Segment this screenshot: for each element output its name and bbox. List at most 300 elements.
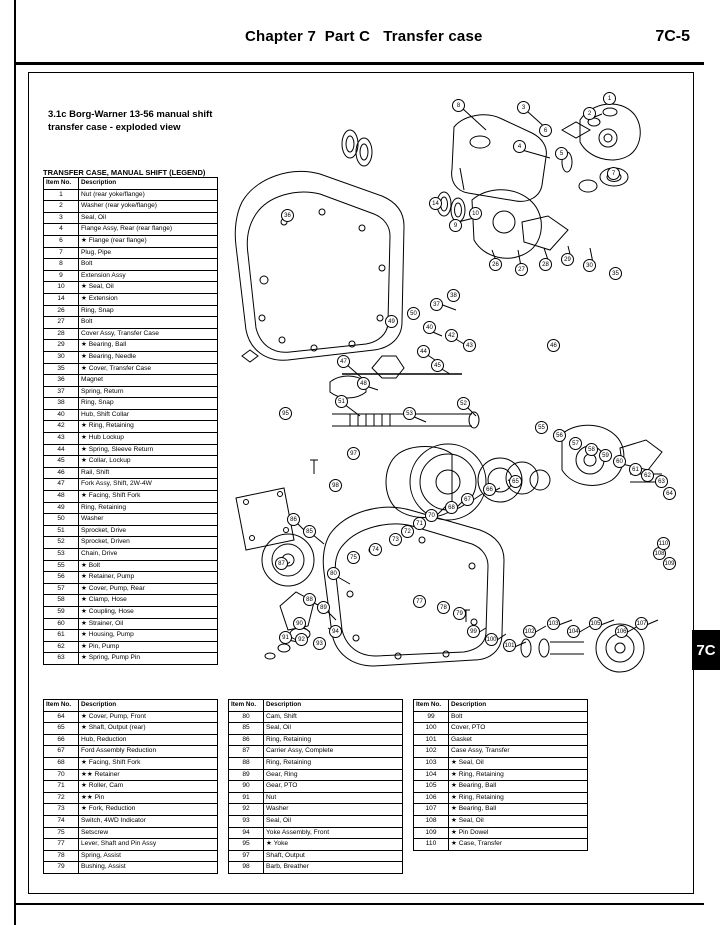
item-number: 85 — [229, 723, 264, 735]
table-row — [44, 386, 218, 398]
diagram-callout-72: 72 — [401, 525, 414, 538]
item-description: ★ Ring, Retaining — [79, 421, 218, 433]
item-number: 72 — [44, 792, 79, 804]
table-row — [44, 375, 218, 387]
item-description: ★ Collar, Lockup — [79, 456, 218, 468]
item-description: Ring, Retaining — [264, 734, 403, 746]
item-number: 63 — [44, 653, 79, 665]
item-number: 80 — [229, 711, 264, 723]
item-number: 43 — [44, 433, 79, 445]
item-number: 44 — [44, 444, 79, 456]
table-row — [44, 259, 218, 271]
item-number: 10 — [44, 282, 79, 294]
item-number: 57 — [44, 583, 79, 595]
table-row — [414, 746, 588, 758]
diagram-callout-108: 108 — [653, 547, 666, 560]
table-row — [229, 781, 403, 793]
item-number: 74 — [44, 815, 79, 827]
item-number: 87 — [229, 746, 264, 758]
exploded-view-diagram — [222, 82, 688, 682]
legend-table-main — [43, 177, 218, 665]
table-row — [44, 433, 218, 445]
item-description: ★ Bearing, Needle — [79, 351, 218, 363]
table-row — [229, 862, 403, 874]
item-number: 45 — [44, 456, 79, 468]
legend-b1-body — [44, 711, 218, 873]
item-description: Cover, PTO — [449, 723, 588, 735]
diagram-callout-66: 66 — [483, 483, 496, 496]
item-description: Ring, Retaining — [79, 502, 218, 514]
item-number: 53 — [44, 549, 79, 561]
table-row — [414, 757, 588, 769]
item-description: ★ Ring, Retaining — [449, 769, 588, 781]
diagram-callout-62: 62 — [641, 469, 654, 482]
diagram-callout-73: 73 — [389, 533, 402, 546]
item-number: 94 — [229, 827, 264, 839]
diagram-callout-6: 6 — [539, 124, 552, 137]
item-number: 35 — [44, 363, 79, 375]
diagram-callout-99: 99 — [467, 625, 480, 638]
table-row — [44, 862, 218, 874]
diagram-callout-42: 42 — [445, 329, 458, 342]
table-row — [44, 641, 218, 653]
header-rule — [16, 62, 704, 65]
table-row — [44, 282, 218, 294]
table-row — [44, 746, 218, 758]
item-description: Bolt — [79, 317, 218, 329]
item-description: ★ Bearing, Ball — [79, 340, 218, 352]
diagram-callout-61: 61 — [629, 463, 642, 476]
diagram-callout-1: 1 — [603, 92, 616, 105]
table-row — [44, 723, 218, 735]
diagram-callout-100: 100 — [485, 633, 498, 646]
diagram-callout-36: 36 — [281, 209, 294, 222]
diagram-callout-58: 58 — [585, 443, 598, 456]
item-number: 70 — [44, 769, 79, 781]
item-number: 65 — [44, 723, 79, 735]
diagram-callout-90: 90 — [293, 617, 306, 630]
diagram-callout-71: 71 — [413, 517, 426, 530]
table-row — [44, 409, 218, 421]
item-description: ★ Facing, Shift Fork — [79, 491, 218, 503]
diagram-callout-101: 101 — [503, 639, 516, 652]
diagram-callout-78: 78 — [437, 601, 450, 614]
table-row — [44, 479, 218, 491]
item-description: ★ Ring, Retaining — [449, 792, 588, 804]
item-number: 89 — [229, 769, 264, 781]
table-row — [44, 293, 218, 305]
diagram-callout-26: 26 — [489, 258, 502, 271]
table-row — [414, 839, 588, 851]
diagram-callout-29: 29 — [561, 253, 574, 266]
diagram-callout-75: 75 — [347, 551, 360, 564]
table-row — [44, 467, 218, 479]
diagram-callout-104: 104 — [567, 625, 580, 638]
item-description: ★ Flange (rear flange) — [79, 235, 218, 247]
table-row — [229, 769, 403, 781]
table-row — [44, 606, 218, 618]
table-row — [44, 757, 218, 769]
item-description: Chain, Drive — [79, 549, 218, 561]
section-tab: 7C — [692, 630, 720, 670]
item-number: 105 — [414, 781, 449, 793]
item-number: 51 — [44, 525, 79, 537]
legend-table-b1 — [43, 699, 218, 874]
item-description: Rail, Shift — [79, 467, 218, 479]
table-row — [44, 711, 218, 723]
table-row — [229, 711, 403, 723]
item-description: Ring, Snap — [79, 398, 218, 410]
item-number: 6 — [44, 235, 79, 247]
diagram-callout-28: 28 — [539, 258, 552, 271]
diagram-callout-30: 30 — [583, 259, 596, 272]
diagram-callout-7: 7 — [607, 167, 620, 180]
bottom-margin-rule — [14, 903, 704, 905]
table-row — [414, 781, 588, 793]
item-number: 60 — [44, 618, 79, 630]
table-row — [44, 653, 218, 665]
table-row — [44, 491, 218, 503]
item-number: 88 — [229, 757, 264, 769]
item-description: Hub, Reduction — [79, 734, 218, 746]
diagram-callout-56: 56 — [553, 429, 566, 442]
diagram-callout-43: 43 — [463, 339, 476, 352]
item-number: 46 — [44, 467, 79, 479]
diagram-callout-77: 77 — [413, 595, 426, 608]
item-description: Ring, Snap — [79, 305, 218, 317]
item-description: Extension Assy — [79, 270, 218, 282]
page-number: 7C-5 — [655, 28, 690, 45]
table-row — [44, 212, 218, 224]
diagram-callout-86: 86 — [287, 513, 300, 526]
item-number: 14 — [44, 293, 79, 305]
item-number: 73 — [44, 804, 79, 816]
col-description: Description — [264, 700, 403, 712]
diagram-callout-88: 88 — [303, 593, 316, 606]
chapter-title: Chapter 7 Part C Transfer case — [245, 28, 483, 45]
item-description: Bolt — [449, 711, 588, 723]
item-description: ★ Cover, Transfer Case — [79, 363, 218, 375]
diagram-callout-14: 14 — [429, 197, 442, 210]
item-description: ★ Coupling, Hose — [79, 606, 218, 618]
item-description: Gear, Ring — [264, 769, 403, 781]
table-row — [44, 850, 218, 862]
item-number: 98 — [229, 862, 264, 874]
col-item-no: Item No. — [44, 700, 79, 712]
diagram-callout-103: 103 — [547, 617, 560, 630]
legend-b3-body — [414, 711, 588, 850]
item-number: 79 — [44, 862, 79, 874]
item-number: 62 — [44, 641, 79, 653]
diagram-callout-64: 64 — [663, 487, 676, 500]
diagram-callout-51: 51 — [335, 395, 348, 408]
item-number: 30 — [44, 351, 79, 363]
diagram-callout-9: 9 — [449, 219, 462, 232]
item-description: Gasket — [449, 734, 588, 746]
diagram-callout-47: 47 — [337, 355, 350, 368]
table-row — [229, 734, 403, 746]
item-description: Bushing, Assist — [79, 862, 218, 874]
item-number: 55 — [44, 560, 79, 572]
table-row — [229, 723, 403, 735]
col-description: Description — [79, 700, 218, 712]
item-description: ★ Fork, Reduction — [79, 804, 218, 816]
item-number: 56 — [44, 572, 79, 584]
item-number: 102 — [414, 746, 449, 758]
item-description: Ring, Retaining — [264, 757, 403, 769]
item-description: Yoke Assembly, Front — [264, 827, 403, 839]
item-description: ★ Retainer, Pump — [79, 572, 218, 584]
diagram-callout-67: 67 — [461, 493, 474, 506]
item-number: 75 — [44, 827, 79, 839]
diagram-callout-57: 57 — [569, 437, 582, 450]
item-number: 99 — [414, 711, 449, 723]
item-number: 50 — [44, 514, 79, 526]
item-description: Spring, Return — [79, 386, 218, 398]
item-description: ★ Housing, Pump — [79, 630, 218, 642]
item-number: 92 — [229, 804, 264, 816]
diagram-callout-68: 68 — [445, 501, 458, 514]
table-row — [414, 711, 588, 723]
item-number: 27 — [44, 317, 79, 329]
diagram-callout-38: 38 — [447, 289, 460, 302]
table-row — [414, 769, 588, 781]
item-number: 78 — [44, 850, 79, 862]
item-description: ★ Cover, Pump, Rear — [79, 583, 218, 595]
item-description: Flange Assy, Rear (rear flange) — [79, 224, 218, 236]
item-description: Shaft, Output — [264, 850, 403, 862]
item-number: 90 — [229, 781, 264, 793]
table-row — [229, 839, 403, 851]
item-number: 49 — [44, 502, 79, 514]
table-row — [44, 363, 218, 375]
table-row — [229, 850, 403, 862]
table-row — [414, 804, 588, 816]
diagram-callout-44: 44 — [417, 345, 430, 358]
diagram-callout-63: 63 — [655, 475, 668, 488]
diagram-callout-2: 2 — [583, 107, 596, 120]
figure-caption: 3.1c Borg-Warner 13-56 manual shift transfer case - exploded view — [48, 109, 213, 133]
diagram-callout-74: 74 — [369, 543, 382, 556]
item-number: 109 — [414, 827, 449, 839]
diagram-callout-65: 65 — [509, 475, 522, 488]
table-row — [44, 525, 218, 537]
item-description: Plug, Pipe — [79, 247, 218, 259]
table-row — [44, 769, 218, 781]
item-description: ★ Roller, Cam — [79, 781, 218, 793]
diagram-callout-94: 94 — [329, 625, 342, 638]
item-description: ★ Cover, Pump, Front — [79, 711, 218, 723]
diagram-callout-48: 48 — [357, 377, 370, 390]
item-description: Nut (rear yoke/flange) — [79, 189, 218, 201]
item-description: Nut — [264, 792, 403, 804]
item-description: ★ Yoke — [264, 839, 403, 851]
item-description: Hub, Shift Collar — [79, 409, 218, 421]
diagram-callout-110: 110 — [657, 537, 670, 550]
item-number: 66 — [44, 734, 79, 746]
item-description: ★ Bearing, Ball — [449, 781, 588, 793]
diagram-callout-55: 55 — [535, 421, 548, 434]
table-row — [414, 723, 588, 735]
table-row — [44, 351, 218, 363]
item-description: Cam, Shift — [264, 711, 403, 723]
table-row — [44, 340, 218, 352]
item-number: 64 — [44, 711, 79, 723]
item-number: 9 — [44, 270, 79, 282]
item-number: 107 — [414, 804, 449, 816]
item-description: Washer — [79, 514, 218, 526]
item-description: ★ Shaft, Output (rear) — [79, 723, 218, 735]
item-description: ★ Spring, Pump Pin — [79, 653, 218, 665]
diagram-callout-27: 27 — [515, 263, 528, 276]
item-number: 7 — [44, 247, 79, 259]
item-description: ★ Case, Transfer — [449, 839, 588, 851]
item-number: 29 — [44, 340, 79, 352]
item-description: ★ Facing, Shift Fork — [79, 757, 218, 769]
item-number: 71 — [44, 781, 79, 793]
table-row — [44, 630, 218, 642]
table-row — [44, 247, 218, 259]
item-number: 91 — [229, 792, 264, 804]
item-description: Spring, Assist — [79, 850, 218, 862]
table-row — [44, 618, 218, 630]
diagram-callout-45: 45 — [431, 359, 444, 372]
table-row — [414, 815, 588, 827]
table-row — [44, 583, 218, 595]
table-header-row — [414, 700, 588, 712]
diagram-callout-37: 37 — [430, 298, 443, 311]
item-number: 61 — [44, 630, 79, 642]
item-number: 59 — [44, 606, 79, 618]
item-description: ★ Seal, Oil — [449, 757, 588, 769]
item-number: 48 — [44, 491, 79, 503]
table-row — [44, 189, 218, 201]
table-row — [414, 792, 588, 804]
item-description: ★★ Retainer — [79, 769, 218, 781]
item-description: Bolt — [79, 259, 218, 271]
table-row — [229, 746, 403, 758]
table-row — [44, 572, 218, 584]
item-number: 26 — [44, 305, 79, 317]
diagram-callout-35: 35 — [609, 267, 622, 280]
item-description: ★ Seal, Oil — [449, 815, 588, 827]
table-row — [44, 734, 218, 746]
diagram-callout-52: 52 — [457, 397, 470, 410]
table-row — [44, 398, 218, 410]
col-item-no: Item No. — [414, 700, 449, 712]
item-number: 110 — [414, 839, 449, 851]
table-row — [44, 270, 218, 282]
item-number: 38 — [44, 398, 79, 410]
item-number: 97 — [229, 850, 264, 862]
table-row — [44, 328, 218, 340]
item-number: 101 — [414, 734, 449, 746]
item-number: 40 — [44, 409, 79, 421]
table-row — [44, 827, 218, 839]
item-number: 104 — [414, 769, 449, 781]
item-description: ★ Bolt — [79, 560, 218, 572]
item-number: 1 — [44, 189, 79, 201]
diagram-callout-70: 70 — [425, 509, 438, 522]
table-row — [44, 224, 218, 236]
diagram-callout-60: 60 — [613, 455, 626, 468]
table-row — [229, 804, 403, 816]
diagram-callout-89: 89 — [317, 601, 330, 614]
diagram-callout-49: 49 — [385, 315, 398, 328]
diagram-callout-5: 5 — [555, 147, 568, 160]
item-number: 93 — [229, 815, 264, 827]
diagram-callout-85: 85 — [303, 525, 316, 538]
item-number: 8 — [44, 259, 79, 271]
item-description: Lever, Shaft and Pin Assy — [79, 839, 218, 851]
item-number: 95 — [229, 839, 264, 851]
table-row — [44, 815, 218, 827]
legend-main-body — [44, 189, 218, 664]
item-description: Fork Assy, Shift, 2W-4W — [79, 479, 218, 491]
legend-b2-body — [229, 711, 403, 873]
item-number: 68 — [44, 757, 79, 769]
item-description: ★ Extension — [79, 293, 218, 305]
item-description: Setscrew — [79, 827, 218, 839]
legend-title: TRANSFER CASE, MANUAL SHIFT (LEGEND) — [43, 168, 206, 177]
table-row — [44, 595, 218, 607]
diagram-callout-40: 40 — [423, 321, 436, 334]
table-row — [44, 317, 218, 329]
table-row — [44, 549, 218, 561]
diagram-callout-92: 92 — [295, 633, 308, 646]
item-number: 47 — [44, 479, 79, 491]
table-header-row — [44, 178, 218, 190]
item-number: 86 — [229, 734, 264, 746]
item-description: ★ Bearing, Ball — [449, 804, 588, 816]
item-number: 106 — [414, 792, 449, 804]
table-row — [229, 792, 403, 804]
table-row — [44, 421, 218, 433]
diagram-callout-59: 59 — [599, 449, 612, 462]
item-description: Sprocket, Driven — [79, 537, 218, 549]
diagram-callout-105: 105 — [589, 617, 602, 630]
table-row — [229, 827, 403, 839]
item-number: 103 — [414, 757, 449, 769]
table-row — [44, 235, 218, 247]
item-number: 67 — [44, 746, 79, 758]
diagram-callout-79: 79 — [453, 607, 466, 620]
table-row — [229, 815, 403, 827]
table-row — [44, 839, 218, 851]
table-row — [229, 757, 403, 769]
table-row — [44, 456, 218, 468]
item-description: Seal, Oil — [79, 212, 218, 224]
table-row — [44, 201, 218, 213]
table-row — [44, 804, 218, 816]
item-number: 52 — [44, 537, 79, 549]
diagram-callout-53: 53 — [403, 407, 416, 420]
diagram-callout-3: 3 — [517, 101, 530, 114]
item-number: 36 — [44, 375, 79, 387]
table-row — [44, 792, 218, 804]
item-description: Washer — [264, 804, 403, 816]
legend-table-b2 — [228, 699, 403, 874]
item-description: ★ Hub Lockup — [79, 433, 218, 445]
table-row — [44, 537, 218, 549]
diagram-callout-8: 8 — [452, 99, 465, 112]
item-description: Case Assy, Transfer — [449, 746, 588, 758]
diagram-callout-95: 95 — [279, 407, 292, 420]
item-description: Sprocket, Drive — [79, 525, 218, 537]
item-description: Barb, Breather — [264, 862, 403, 874]
diagram-callout-97: 97 — [347, 447, 360, 460]
diagram-callout-93: 93 — [313, 637, 326, 650]
